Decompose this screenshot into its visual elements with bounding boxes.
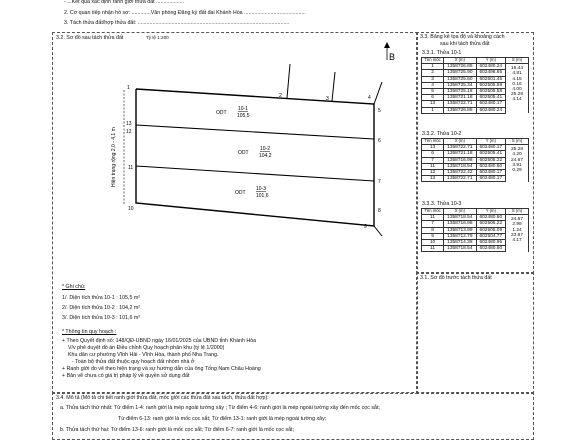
point-label-6: 6 — [378, 138, 381, 144]
coords-table-3 — [421, 208, 529, 252]
plan-line-5: + Ranh giới do vẽ theo hiện trạng và sự hướng dẫn của ông Tống Nam Châu Hoàng — [62, 366, 261, 372]
bottom-line-2: Từ điểm 6-13: ranh giới là mốc cọc sắt; Từ điểm 13-1: ranh giới là mép ngoài tường xây; — [118, 416, 327, 422]
header-y: Y (m) — [476, 209, 505, 215]
note-area-1: 1/. Diện tích thửa 10-1 : 105,5 m² — [62, 295, 141, 301]
coords-table-1 — [421, 57, 529, 114]
plan-line-1: + Theo Quyết định số: 148/QĐ-UBND ngày 16/01/2025 của UBND tỉnh Khánh Hòa — [62, 338, 257, 344]
note-area-2: 2/. Diện tích thửa 10-2 : 104,2 m² — [62, 305, 141, 311]
coords-heading-2: sau khi tách thửa đất — [440, 41, 490, 47]
north-label: B — [389, 52, 396, 62]
table-row: 9 1358712.79 602504.77 — [422, 233, 529, 239]
point-label-9: 9 — [364, 224, 367, 230]
note-area-3: 3/. Diện tích thửa 10-3 : 101,6 m² — [62, 315, 141, 321]
header-y: Y (m) — [476, 58, 505, 64]
table-row: 13 1358722.71 602480.17 25.28 4.20 24.67 3.91 0.29 — [422, 145, 529, 151]
header-point: Tên mốc — [422, 58, 444, 64]
header-s: S (m) — [506, 209, 529, 215]
table-row: 2 1358725.90 602496.65 — [422, 70, 529, 76]
parcel-3-area: 101,6 — [256, 193, 269, 199]
table-row: 1 1358726.85 602480.24 16.44 4.81 4.15 0.16 4.00 25.28 4.14 — [422, 64, 529, 70]
diagram-scale: Tỷ lệ 1:200 — [146, 35, 169, 40]
parcel-3-num: 10-3 — [256, 186, 267, 192]
parcel-2-area: 104,2 — [259, 153, 272, 159]
header-point: Tên mốc — [422, 139, 444, 145]
distance-column: 24.67 2.99 1.24 23.87 4.17 — [506, 215, 529, 252]
stub-4 — [374, 82, 382, 104]
point-label-3: 3 — [326, 96, 329, 102]
table-row: 11 1358718.54 602480.60 24.67 2.99 1.24 23.87 4.17 — [422, 215, 529, 221]
table-row: 7 1358716.98 602505.22 — [422, 221, 529, 227]
table-row: 13 1358722.71 602480.17 — [422, 101, 529, 107]
plan-title: * Thông tin quy hoạch : — [62, 329, 117, 335]
plan-line-3: Khu dân cư phường Vĩnh Hải - Vĩnh Hòa, thành phố Nha Trang. — [68, 352, 219, 358]
bottom-heading: 3.4. Mô tả (Mô tả chi tiết ranh giới thửa đất, mốc giới các thửa đất sau tách, thửa đất hợp): — [56, 395, 269, 401]
point-label-1: 1 — [127, 85, 130, 91]
table-row: 6 1358721.18 602505.41 — [422, 95, 529, 101]
point-label-12: 12 — [126, 129, 132, 135]
point-label-8: 8 — [378, 208, 381, 214]
before-heading: 3.1. Sơ đồ trước tách thửa đất — [420, 275, 492, 281]
table-row: 4 1358725.34 602505.59 — [422, 82, 529, 88]
distance-column: 16.44 4.81 4.15 0.16 4.00 25.28 4.14 — [506, 64, 529, 114]
top-line-3: 3. Tách thửa đất/hợp thửa đất: ....................................................................................................... — [64, 20, 290, 26]
table-row: 10 1358714.38 602480.95 — [422, 240, 529, 246]
diagram-heading: 3.2. Sơ đồ sau tách thửa đất — [56, 35, 124, 41]
parcel-outline — [136, 89, 374, 226]
stub-3 — [332, 72, 335, 101]
parcel-2-num: 10-2 — [260, 146, 271, 152]
table-row: 8 1358713.99 602505.09 — [422, 227, 529, 233]
table-row: 6 1358721.18 602505.41 — [422, 151, 529, 157]
point-label-7: 7 — [378, 179, 381, 185]
table-2-title: 3.3.2. Thửa 10-2 — [422, 131, 462, 137]
table-1-title: 3.3.1. Thửa 10-1 — [422, 50, 462, 56]
header-s: S (m) — [506, 139, 529, 145]
point-label-5: 5 — [378, 108, 381, 114]
table-row: 5 1358725.18 602505.58 — [422, 89, 529, 95]
header-point: Tên mốc — [422, 209, 444, 215]
table-3-title: 3.3.3. Thửa 10-3 — [422, 201, 462, 207]
table-row: 7 1358716.98 602505.22 — [422, 157, 529, 163]
coords-heading: 3.3. Bảng kê tọa độ và khoảng cách — [420, 34, 505, 40]
divider-13-6 — [136, 125, 374, 139]
parcel-2-odt: ODT — [238, 150, 249, 156]
divider-11-7 — [136, 166, 374, 181]
bottom-line-3: b. Thửa tách thứ hai: Từ điểm 13-6: ranh giới là mốc cọc sắt; Từ điểm 6-7: ranh giới là mốc cọc sắt; — [60, 427, 294, 433]
before-frame — [416, 272, 534, 394]
point-label-13: 13 — [126, 121, 132, 127]
parcel-1-odt: ODT — [216, 110, 227, 116]
top-line-2: 2. Cơ quan tiếp nhận hồ sơ: .............Văn phòng Đăng ký đất đai Khánh Hòa .......................................... — [64, 10, 306, 16]
header-s: S (m) — [506, 58, 529, 64]
table-row: 12 1358722.42 602480.17 — [422, 170, 529, 176]
plan-line-4: - Toàn bộ thửa đất thuộc quy hoạch đất nhóm nhà ở — [72, 359, 195, 365]
point-label-10: 10 — [128, 206, 134, 212]
stub-9 — [374, 226, 382, 236]
road-label: Hiện trạng rộng 2,0 - 4,1 m — [111, 127, 117, 187]
plan-line-2: V/v phê duyệt đồ án Điều chỉnh Quy hoạch phân khu (tỷ lệ 1/2000) — [68, 345, 225, 351]
plan-line-6: + Bản vẽ chưa có giá trị pháp lý về quyền sử dụng đất — [62, 373, 190, 379]
table-row: 11 1358718.54 602480.60 — [422, 163, 529, 169]
parcel-1-num: 10-1 — [238, 106, 249, 112]
top-line-1: - ...Kết quả xác định ranh giới thửa đất ................... — [64, 0, 185, 5]
parcel-sketch — [52, 42, 416, 242]
parcel-3-odt: ODT — [235, 190, 246, 196]
header-x: X (m) — [444, 209, 476, 215]
table-row: 11 1358718.54 602480.60 — [422, 246, 529, 252]
point-label-2: 2 — [279, 93, 282, 99]
coords-table-2 — [421, 138, 529, 182]
table-row: 1 1358726.85 602480.24 — [422, 107, 529, 113]
table-row: 13 1358722.71 602480.17 — [422, 176, 529, 182]
point-label-4: 4 — [368, 95, 371, 101]
north-arrow-head — [384, 42, 390, 48]
parcel-1-area: 105,5 — [237, 113, 250, 119]
distance-column: 25.28 4.20 24.67 3.91 0.29 — [506, 145, 529, 182]
header-y: Y (m) — [476, 139, 505, 145]
header-x: X (m) — [444, 58, 476, 64]
stub-2 — [287, 64, 290, 98]
point-label-11: 11 — [128, 165, 134, 171]
table-row: 3 1358725.60 602501.45 — [422, 76, 529, 82]
notes-title: * Ghi chú: — [62, 284, 86, 290]
bottom-line-1: a. Thửa tách thứ nhất: Từ điểm 1-4: ranh giới là mép ngoài tường xây ; Từ điểm 4-6: ranh giới là mép ngoài tường xây đến mốc cọc sắt; — [60, 405, 380, 411]
header-x: X (m) — [444, 139, 476, 145]
